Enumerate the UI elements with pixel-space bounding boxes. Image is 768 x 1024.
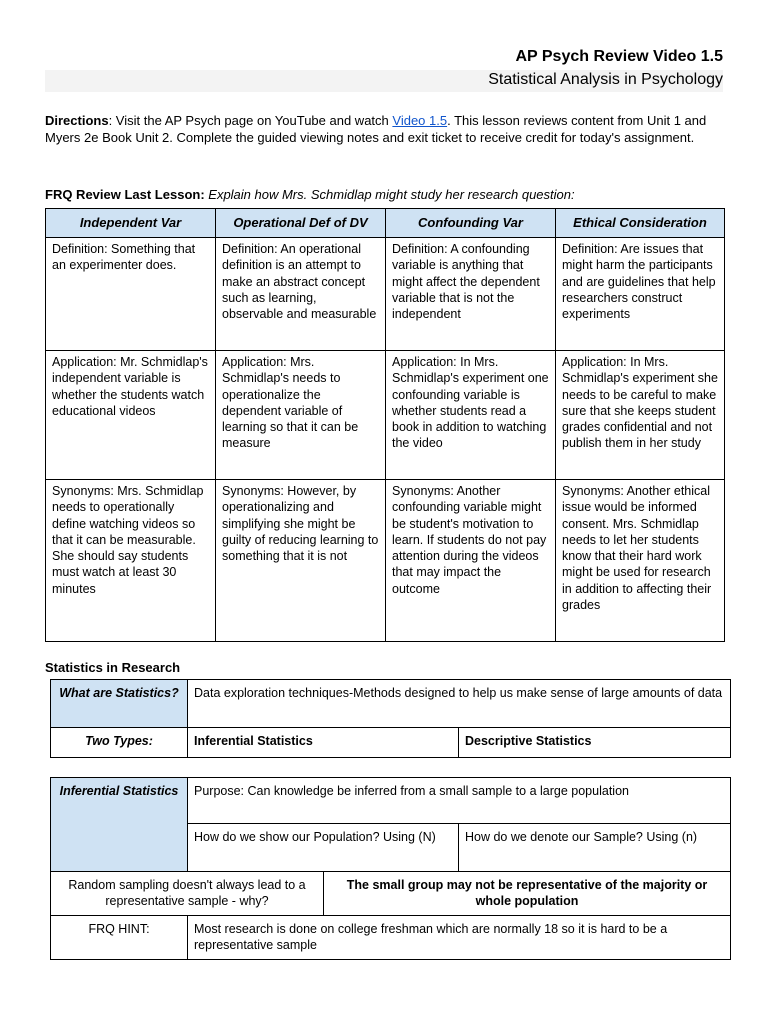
frq-review-label: FRQ Review Last Lesson: xyxy=(45,187,205,202)
frq-header-row xyxy=(46,209,725,238)
table-cell: Definition: Are issues that might harm the participants and are guidelines that help researchers construct experiments xyxy=(556,238,725,351)
table-cell: Application: In Mrs. Schmidlap's experiment she needs to be careful to make sure that she keeps student grades confidential and not publish them in her study xyxy=(556,351,725,480)
inferential-statistics-label: Inferential Statistics xyxy=(51,778,188,872)
inferential-statistics-table xyxy=(50,777,731,960)
table-cell: Synonyms: However, by operationalizing and simplifying she might be guilty of reducing learning to something that it is not xyxy=(216,480,386,642)
what-are-statistics-label: What are Statistics? xyxy=(51,680,188,728)
directions-paragraph xyxy=(45,113,725,146)
video-link[interactable]: Video 1.5 xyxy=(392,113,448,128)
random-sampling-question: Random sampling doesn't always lead to a representative sample - why? xyxy=(51,872,324,916)
directions-text-1: : Visit the AP Psych page on YouTube and watch xyxy=(108,113,393,128)
table-cell: Synonyms: Another ethical issue would be informed consent. Mrs. Schmidlap needs to let her students know that their hard work might be used for research in addition to affecting their grades xyxy=(556,480,725,642)
two-types-row xyxy=(51,728,731,758)
frq-hint-label: FRQ HINT: xyxy=(51,916,188,960)
frq-review-prompt: Explain how Mrs. Schmidlap might study her research question: xyxy=(204,187,575,202)
document-title: AP Psych Review Video 1.5 xyxy=(515,48,723,65)
table-cell: Definition: Something that an experimenter does. xyxy=(46,238,216,351)
application-row xyxy=(46,351,725,480)
two-types-label: Two Types: xyxy=(51,728,188,758)
header-confounding-var: Confounding Var xyxy=(386,209,556,238)
directions-text-2: . This lesson reviews content from Unit 1 and Myers 2e Book Unit 2. Complete the guided viewing notes and exit ticket to receive credit for today's assignment. xyxy=(45,113,707,145)
document-subtitle: Statistical Analysis in Psychology xyxy=(488,71,723,88)
table-cell: Application: Mr. Schmidlap's independent variable is whether the students watch educational videos xyxy=(46,351,216,480)
random-sampling-row xyxy=(51,872,731,916)
table-cell: Application: In Mrs. Schmidlap's experiment one confounding variable is whether students read a book in addition to watching the video xyxy=(386,351,556,480)
header-operational-def: Operational Def of DV xyxy=(216,209,386,238)
table-cell: Application: Mrs. Schmidlap's needs to operationalize the dependent variable of learning so that it can be measure xyxy=(216,351,386,480)
what-are-statistics-value: Data exploration techniques-Methods designed to help us make sense of large amounts of data xyxy=(188,680,731,728)
header-independent-var: Independent Var xyxy=(46,209,216,238)
what-are-statistics-row xyxy=(51,680,731,728)
inferential-type: Inferential Statistics xyxy=(188,728,459,758)
purpose-text: Purpose: Can knowledge be inferred from a small sample to a large population xyxy=(188,778,731,824)
population-question: How do we show our Population? Using (N) xyxy=(188,824,459,872)
frq-hint-text: Most research is done on college freshman which are normally 18 so it is hard to be a representative sample xyxy=(188,916,731,960)
descriptive-type: Descriptive Statistics xyxy=(459,728,731,758)
random-sampling-answer: The small group may not be representative of the majority or whole population xyxy=(324,872,731,916)
table-cell: Synonyms: Another confounding variable might be student's motivation to learn. If students do not pay attention during the videos that may impact the outcome xyxy=(386,480,556,642)
header-ethical-consideration: Ethical Consideration xyxy=(556,209,725,238)
table-cell: Definition: A confounding variable is anything that might affect the dependent variable that is not the independent xyxy=(386,238,556,351)
purpose-row xyxy=(51,778,731,824)
statistics-table xyxy=(50,679,731,758)
definition-row xyxy=(46,238,725,351)
frq-hint-row xyxy=(51,916,731,960)
frq-review-heading xyxy=(45,187,575,202)
sample-question: How do we denote our Sample? Using (n) xyxy=(459,824,731,872)
table-cell: Definition: An operational definition is an attempt to make an abstract concept such as learning, observable and measurable xyxy=(216,238,386,351)
synonyms-row xyxy=(46,480,725,642)
statistics-heading: Statistics in Research xyxy=(45,660,181,675)
frq-review-table xyxy=(45,208,725,642)
directions-label: Directions xyxy=(45,113,109,128)
table-cell: Synonyms: Mrs. Schmidlap needs to operationally define watching videos so that it can be measurable. She should say students must watch at least 30 minutes xyxy=(46,480,216,642)
